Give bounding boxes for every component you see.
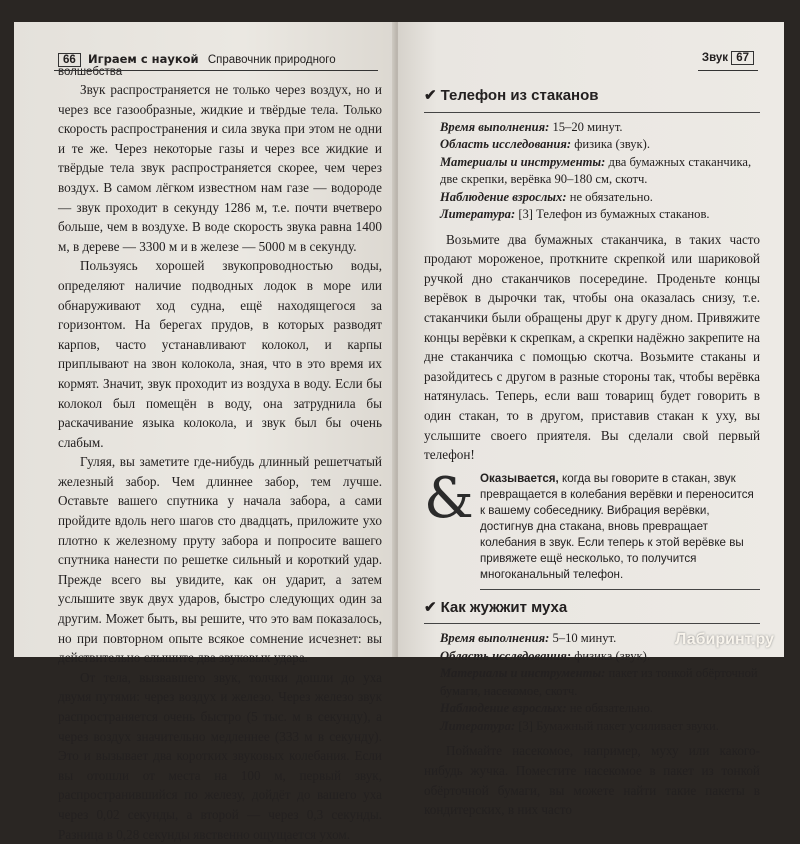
- paragraph: Возьмите два бумажных стаканчика, в таких часто продают мороженое, проткните скрепкой или шариковой ручкой дно стаканчиков посередине. Проденьте концы верёвок в дырочки так, чтобы она оказалась снизу, т.е. стаканчики были обращены друг к другу дном. Привяжите концы верёвки к скрепкам, а скрепки надёжно закрепите на дне стаканчика с помощью скотча. Возьмите стаканы и разойдитесь с другом в разные стороны так, чтобы верёвка натянулась. Теперь, если ваш товарищ будет говорить в один стакан, то в другом, приставив стакан к уху, вы услышите своего приятеля. Вы сделали свой первый телефон!: [424, 231, 760, 463]
- left-body-text: [58, 80, 382, 844]
- meta-row: Материалы и инструменты: пакет из тонкой обёрточной бумаги, насекомое, скотч.: [440, 666, 758, 698]
- meta-row: Литература: [3] Телефон из бумажных стаканов.: [440, 207, 710, 222]
- section-rule: [424, 623, 760, 624]
- checkmark-icon: ✔: [424, 598, 437, 616]
- right-header-rule: [698, 70, 758, 71]
- meta-row: Время выполнения: 15–20 минут.: [440, 119, 623, 134]
- left-page-number: 66: [58, 53, 81, 67]
- header-word: Звук: [701, 52, 728, 64]
- experiment-meta: [440, 119, 760, 224]
- paragraph: Гуляя, вы заметите где-нибудь длинный решетчатый железный забор. Чем длиннее забор, тем лучше. Оставьте вашего спутника у начала забора, а сами пройдите вдоль него шагов сто двадцать, приложите ухо плотно к железному пруту забора и попросите вашего спутника нанести по решетке сильный и короткий удар. Прежде всего вы увидите, как он ударит, а затем услышите звук двух ударов, быстро следующих один за другим. Может быть, вы решите, что это вам показалось, но при повторном опыте всякое сомнение исчезнет: вы действительно слышите два звуковых удара.: [58, 454, 382, 666]
- note-text: когда вы говорите в стакан, звук превращается в колебания верёвки и переносится к вашему собеседнику. Вибрация верёвки, достигнув дна стакана, вновь превращает колебания в звук. Если теперь к этой верёвке вы привяжете ещё несколько, то получится многоканальный телефон.: [480, 471, 754, 581]
- series-title: Играем с наукой: [88, 52, 199, 66]
- meta-row: Материалы и инструменты: два бумажных стаканчика, две скрепки, верёвка 90–180 см, скотч.: [440, 154, 752, 187]
- meta-row: Область исследования: физика (звук).: [440, 137, 650, 152]
- section-title-text: Как жужжит муха: [440, 598, 568, 616]
- right-running-head: [702, 52, 754, 64]
- meta-row: Время выполнения: 5–10 минут.: [440, 631, 617, 646]
- meta-row: Наблюдение взрослых: не обязательно.: [440, 701, 653, 716]
- section-title-text: Телефон из стаканов: [440, 87, 599, 104]
- left-page: [14, 22, 396, 842]
- section-title-telephone: [424, 86, 760, 106]
- note-lead: Оказывается,: [480, 471, 559, 485]
- section-rule: [424, 112, 760, 113]
- note-body: [480, 471, 760, 590]
- right-page: [398, 22, 784, 818]
- meta-row: Область исследования: физика (звук).: [440, 648, 650, 663]
- watermark-logo: Лабиринт.ру: [675, 631, 774, 648]
- paragraph: Поймайте насекомое, например, муху или какого-нибудь жучка. Поместите насекомое в пакет из тонкой обёрточной бумаги, вы можете найти такие пакеты в кондитерских, в них часто: [424, 743, 760, 818]
- paragraph: От тела, вызвавшего звук, толчки дошли до уха двумя путями: через воздух и железо. Через железо звук распространяется очень быстро (5 тыс. м в секунду), а через воздух значительно медленнее (333 м в секунду). Это и вызывает два коротких звуковых колебания. Если вы отошли от места на 100 м, первый звук, распространившийся по железу, дойдёт до вашего уха через 0,02 секунды, а второй — через 0,3 секунды. Разница в 0,28 секунды явственно ощущается ухом.: [58, 669, 382, 842]
- book-title: Справочник природного волшебства: [58, 54, 336, 78]
- meta-row: Наблюдение взрослых: не обязательно.: [440, 189, 653, 204]
- checkmark-icon: ✔: [424, 87, 437, 104]
- left-header-rule: [54, 70, 378, 71]
- ampersand-icon: &: [424, 465, 474, 531]
- section-title-fly: [424, 598, 760, 618]
- paragraph: Звук распространяется не только через воздух, но и через все газообразные, жидкие и твёрдые тела. Только скорость распространения и сила звука при этом не одни и те же. Через некоторые газы и через все жидкие и твёрдые тела звук распространяется скорее, чем через воздух. В самом лёгком известном нам газе — водороде — звук проходит в секунду 1286 м, т.е. почти вчетверо больше, чем в воздухе. В воде скорость звука равна 1400 м, в дереве — 3300 м и в железе — 5000 м в секунду.: [58, 82, 382, 254]
- paragraph: Пользуясь хорошей звукопроводностью воды, определяют наличие подводных лодок в море или обнаруживают ход судна, ещё находящегося за горизонтом. На берегах прудов, в которых разводят карпов, часто устанавливают колокол, и карпы приплывают на звон колокола, зная, что в это время их кормят. Значит, звук проходит из воздуха в воду. Если бы колокол был помещён в воду, она затруднила бы раскачивание языка колокола, и звук был бы очень слабым.: [58, 258, 382, 450]
- right-body-text: [424, 82, 760, 820]
- meta-row: Литература: [3] Бумажный пакет усиливает звуки.: [440, 718, 719, 733]
- left-running-head: [58, 52, 372, 78]
- right-page-number: 67: [731, 51, 754, 65]
- explanation-note: [424, 465, 760, 590]
